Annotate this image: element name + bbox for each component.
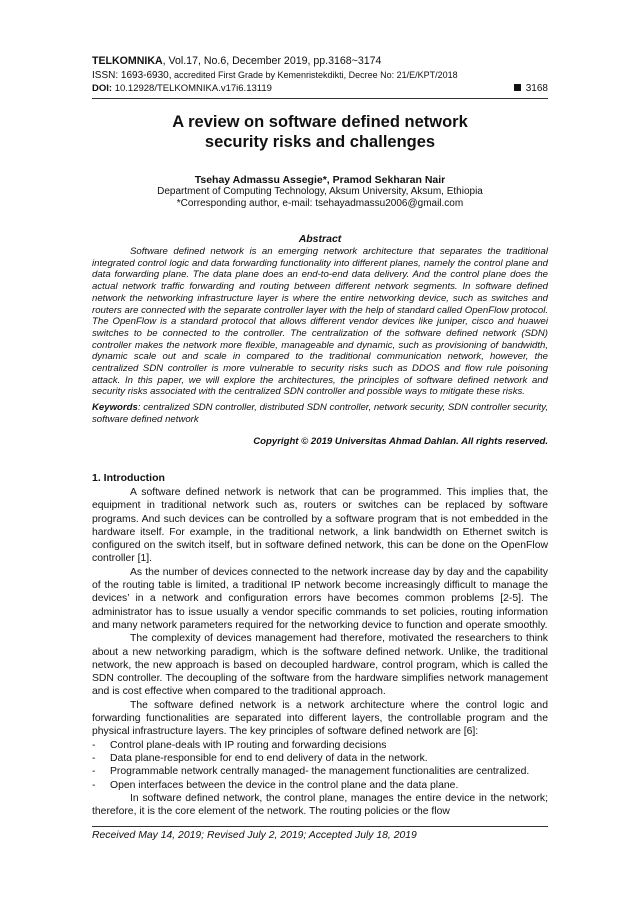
paper-title — [92, 112, 548, 152]
page-number-value: 3168 — [525, 83, 548, 94]
list-item-text: Control plane-deals with IP routing and forwarding decisions — [110, 739, 387, 751]
journal-name: TELKOMNIKA — [92, 55, 163, 67]
list-item — [92, 765, 548, 778]
paragraph: The complexity of devices management had therefore, motivated the researchers to think about a new networking paradigm, which is the software defined network. Unlike, the traditional network, the new approach is based on decoupled hardware, control program, which is called the SDN controller. The decoupling of the software from the hardware simplifies network management and is cost effective when compared to the traditional approach. — [92, 633, 548, 698]
section-heading: 1. Introduction — [92, 472, 165, 484]
principles-list — [92, 739, 548, 792]
section-body — [92, 486, 548, 818]
list-marker: - — [92, 739, 96, 751]
list-marker: - — [92, 779, 96, 791]
doi: 10.12928/TELKOMNIKA.v17i6.13119 — [112, 83, 272, 94]
journal-citation-line — [92, 55, 550, 68]
list-item — [92, 752, 548, 765]
list-item-text: Open interfaces between the device in the control plane and the data plane. — [110, 779, 459, 791]
title-line-2: security risks and challenges — [204, 133, 436, 151]
doi-label: DOI: — [92, 83, 113, 94]
footer-rule — [92, 826, 548, 827]
paragraph: A software defined network is network that can be programmed. This implies that, the equipment in traditional network such as, routers or switches can be replaced by software programs. And such devices can be controlled by a software program that is not embedded in the hardware itself. For example, in the traditional network, a link bandwidth on Ethernet switch is configured on the switch itself, but in software defined network, this can be done on the OpenFlow controller [1]. — [92, 487, 548, 565]
abstract-text: Software defined network is an emerging network architecture that separates the traditional integrated control logic and data forwarding functionality into different planes, namely the control plane and data forwarding plane. The data plane does an end-to-end data delivery. And the control plane does the actual network traffic forwarding and routing between different network segments. In software defined network the networking infrastructure layer is where the entire networking device, such as switches and routers are connected with the separate controller layer with the help of standard called OpenFlow protocol. The OpenFlow is a standard protocol that allows different vendor devices like juniper, cisco and huawei switches to be connected to the controller. The centralization of the software defined network (SDN) controller makes the network more flexible, manageable and dynamic, such as provisioning of bandwidth, dynamic scale out and scale in compared to the traditional communication network, however, the centralized SDN controller is more vulnerable to security risks such as DDOS and flow rule poisoning attack. In this paper, we will explore the architectures, the principles of software defined network and security risks associated with the centralized SDN controller and possible ways to mitigate these risks. — [92, 246, 548, 398]
copyright: Copyright © 2019 Universitas Ahmad Dahlan. All rights reserved. — [253, 436, 548, 447]
accreditation: accredited First Grade by Kemenristekdikti, Decree No: 21/E/KPT/2018 — [171, 70, 458, 80]
header-rule — [92, 98, 548, 99]
paragraph: In software defined network, the control plane, manages the entire device in the network; therefore, it is the core element of the network. The routing policies or the flow — [92, 792, 548, 818]
keywords-label: Keywords — [92, 402, 138, 413]
square-bullet-icon — [514, 84, 521, 91]
issn: ISSN: 1693-6930, — [92, 70, 172, 81]
corresponding-author: *Corresponding author, e-mail: tsehayadmassu2006@gmail.com — [176, 198, 464, 209]
title-line-1: A review on software defined network — [172, 113, 468, 131]
affiliation: Department of Computing Technology, Aksum University, Aksum, Ethiopia — [157, 186, 483, 197]
paragraph: As the number of devices connected to the network increase day by day and the capability of the routing table is limited, a traditional IP network become increasingly difficult to manage the devices’ in a network and configuration errors have becomes common problems [2-5]. The administrator has to issue usually a vendor specific commands to set policies, routing information and many network parameters required for the networking device to function and operate smoothly. — [92, 566, 548, 631]
authors: Tsehay Admassu Assegie*, Pramod Sekharan Nair — [194, 174, 446, 186]
keywords-text: : centralized SDN controller, distributed SDN controller, network security, SDN controller security, software defined network — [92, 402, 548, 425]
list-item — [92, 739, 548, 752]
citation: , Vol.17, No.6, December 2019, pp.3168~3174 — [162, 55, 382, 67]
abstract-heading: Abstract — [298, 233, 342, 245]
list-item — [92, 779, 548, 792]
issn-line — [92, 69, 550, 83]
page-number — [514, 83, 548, 94]
paragraph: The software defined network is a network architecture where the control logic and forwarding functionalities are separated into different layers, the controllable program and the physical infrastructure layers. The key principles of software defined network are [6]: — [92, 699, 548, 738]
received-dates: Received May 14, 2019; Revised July 2, 2019; Accepted July 18, 2019 — [92, 830, 417, 841]
list-item-text: Programmable network centrally managed- the management functionalities are centralized. — [110, 766, 530, 778]
list-marker: - — [92, 766, 96, 778]
keywords — [92, 402, 548, 425]
doi-line — [92, 83, 550, 96]
list-marker: - — [92, 752, 96, 764]
list-item-text: Data plane-responsible for end to end delivery of data in the network. — [110, 752, 428, 764]
